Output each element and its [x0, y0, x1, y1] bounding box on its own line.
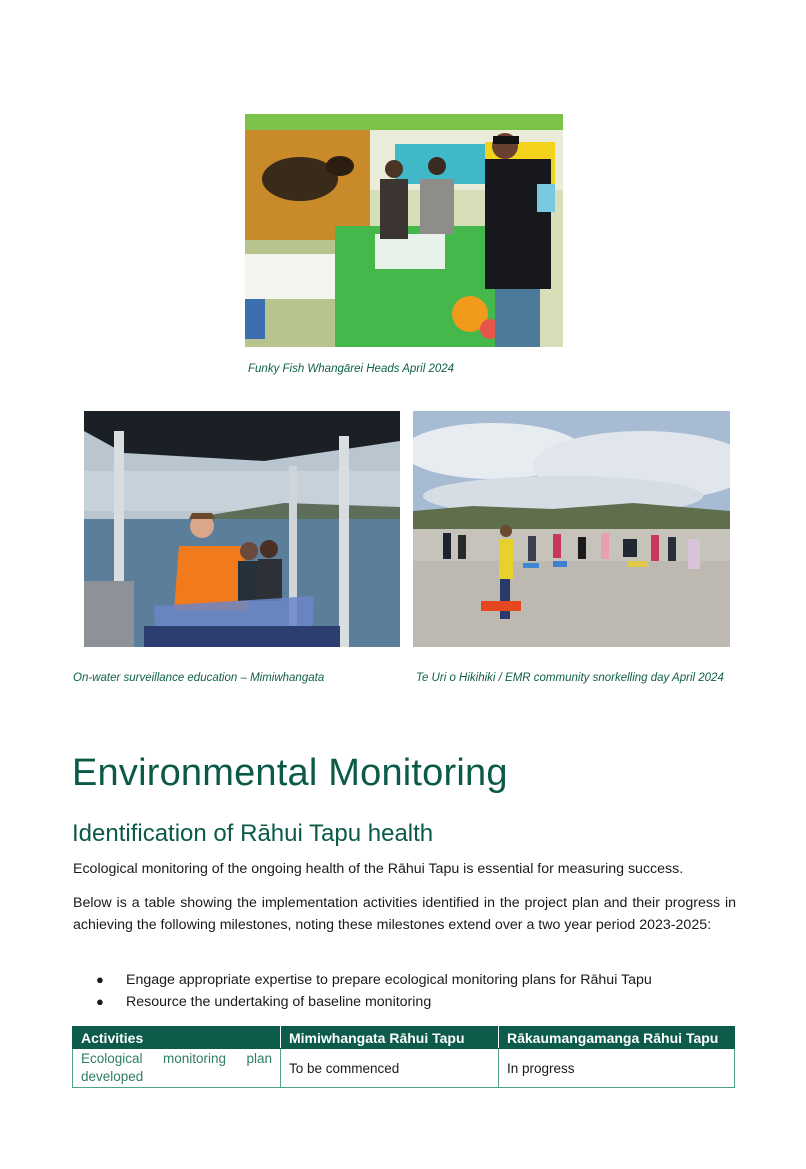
milestone-item	[96, 991, 652, 1013]
table-intro-paragraph: Below is a table showing the implementation activities identified in the project plan and their progress in achieving the following milestones, noting these milestones extend over a two year period 2023-2025:	[73, 895, 736, 933]
photo-funky-fish-stall	[245, 114, 563, 347]
section-title: Environmental Monitoring	[72, 752, 508, 794]
milestone-item	[96, 969, 652, 991]
intro-paragraph: Ecological monitoring of the ongoing health of the Rāhui Tapu is essential for measuring success.	[73, 861, 684, 877]
boat-photo-illustration	[84, 411, 400, 647]
photo-boat-surveillance	[84, 411, 400, 647]
caption-funky-fish: Funky Fish Whangārei Heads April 2024	[248, 363, 455, 375]
milestone-text: Engage appropriate expertise to prepare ecological monitoring plans for Rāhui Tapu	[126, 972, 652, 988]
activities-table	[72, 1026, 735, 1088]
header-mimiwhangata: Mimiwhangata Rāhui Tapu	[281, 1027, 499, 1049]
table-row	[73, 1049, 735, 1088]
caption-boat: On-water surveillance education – Mimiwhangata	[73, 672, 325, 684]
stall-photo-illustration	[245, 114, 563, 347]
subsection-title: Identification of Rāhui Tapu health	[72, 820, 434, 847]
milestone-text: Resource the undertaking of baseline monitoring	[126, 994, 432, 1010]
beach-photo-illustration	[413, 411, 730, 647]
caption-snorkelling-day: Te Uri o Hikihiki / EMR community snorkelling day April 2024	[416, 672, 724, 684]
milestone-list	[96, 969, 652, 1013]
header-rakaumangamanga: Rākaumangamanga Rāhui Tapu	[499, 1027, 735, 1049]
cell-mimiwhangata-status: To be commenced	[281, 1049, 499, 1088]
cell-activity: Ecological monitoring plan developed	[73, 1049, 281, 1088]
bullet-icon: ●	[96, 994, 104, 1009]
header-activities: Activities	[73, 1027, 281, 1049]
bullet-icon: ●	[96, 972, 104, 987]
table-header-row	[73, 1027, 735, 1049]
cell-rakaumangamanga-status: In progress	[499, 1049, 735, 1088]
photo-snorkelling-day	[413, 411, 730, 647]
